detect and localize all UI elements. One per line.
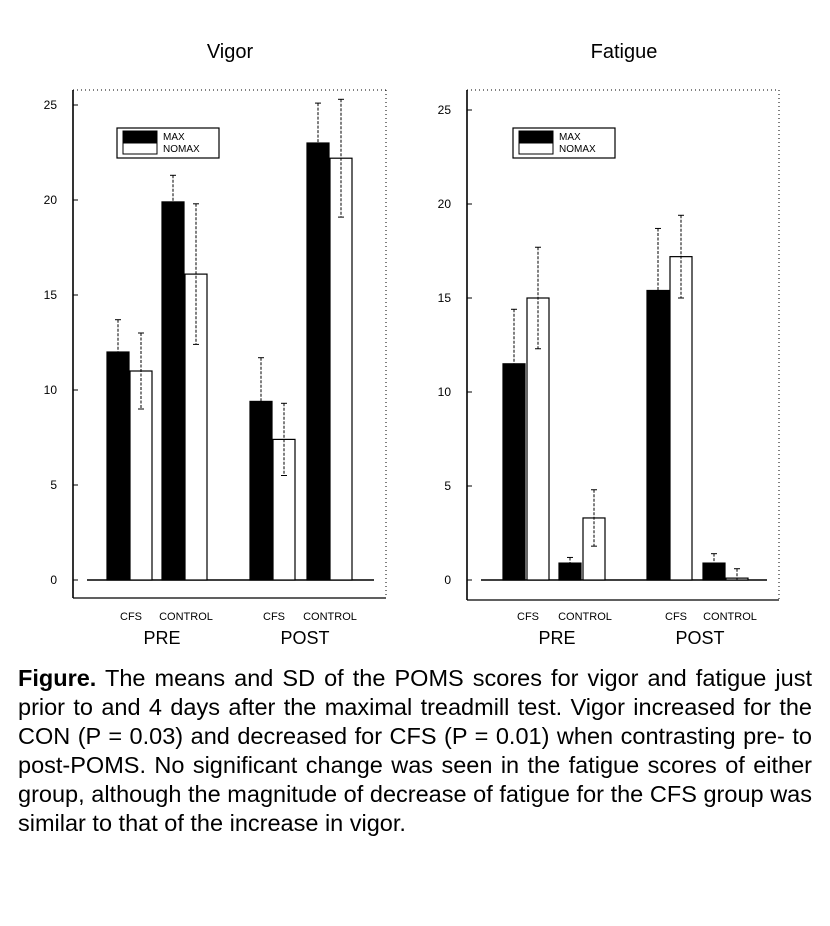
bar-nomax-pre-cfs <box>527 298 549 580</box>
panel-vigor <box>44 41 386 648</box>
panel-fatigue <box>438 41 779 648</box>
y-tick-label: 15 <box>43 288 57 302</box>
legend-swatch-nomax <box>519 143 553 154</box>
bar-nomax-pre-control <box>185 274 207 580</box>
x-period-label: PRE <box>538 628 576 648</box>
x-group-label: CONTROL <box>703 611 757 623</box>
y-tick-label: 20 <box>437 197 451 211</box>
legend-label-max: MAX <box>163 132 185 143</box>
x-group-label: CFS <box>517 611 539 623</box>
y-tick-label: 25 <box>43 98 57 112</box>
legend-swatch-max <box>123 131 157 142</box>
legend <box>117 128 219 158</box>
y-tick-label: 0 <box>50 573 57 587</box>
x-group-label: CONTROL <box>558 611 612 623</box>
legend <box>513 128 615 158</box>
y-tick-label: 5 <box>444 479 451 493</box>
bar-max-pre-control <box>559 563 581 580</box>
x-group-label: CONTROL <box>303 611 357 623</box>
y-tick-label: 15 <box>437 291 451 305</box>
bar-max-pre-control <box>162 202 184 580</box>
legend-swatch-max <box>519 131 553 142</box>
caption-text: The means and SD of the POMS scores for vigor and fatigue just prior to and 4 days after the maximal treadmill test. Vigor increased for the CON (P = 0.03) and decreased for CFS (P = 0.01) when contrasting pre- to post-POMS. No significant change was seen in the fatigue scores of either group, although the magnitude of decrease of fatigue for the CFS group was similar to that of the increase in vigor. <box>18 665 812 836</box>
bar-nomax-post-control <box>330 158 352 580</box>
legend-swatch-nomax <box>123 143 157 154</box>
caption-lead: Figure. <box>18 665 97 691</box>
x-group-label: CFS <box>120 611 142 623</box>
x-period-label: POST <box>675 628 725 648</box>
y-tick-label: 10 <box>43 383 57 397</box>
legend-label-nomax: NOMAX <box>559 144 596 155</box>
x-group-label: CONTROL <box>159 611 213 623</box>
x-period-label: POST <box>280 628 330 648</box>
figure-caption <box>18 664 812 838</box>
y-tick-label: 20 <box>43 193 57 207</box>
y-tick-label: 10 <box>437 385 451 399</box>
y-tick-label: 5 <box>50 478 57 492</box>
bar-nomax-post-cfs <box>670 257 692 580</box>
x-period-label: PRE <box>143 628 181 648</box>
bar-nomax-post-cfs <box>273 439 295 580</box>
y-tick-label: 0 <box>444 573 451 587</box>
legend-label-nomax: NOMAX <box>163 144 200 155</box>
x-group-label: CFS <box>665 611 687 623</box>
y-tick-label: 25 <box>437 103 451 117</box>
panel-title: Vigor <box>206 41 254 63</box>
bar-max-pre-cfs <box>107 352 129 580</box>
x-group-label: CFS <box>263 611 285 623</box>
bar-max-post-control <box>307 143 329 580</box>
legend-label-max: MAX <box>559 132 581 143</box>
panel-title: Fatigue <box>590 41 658 63</box>
